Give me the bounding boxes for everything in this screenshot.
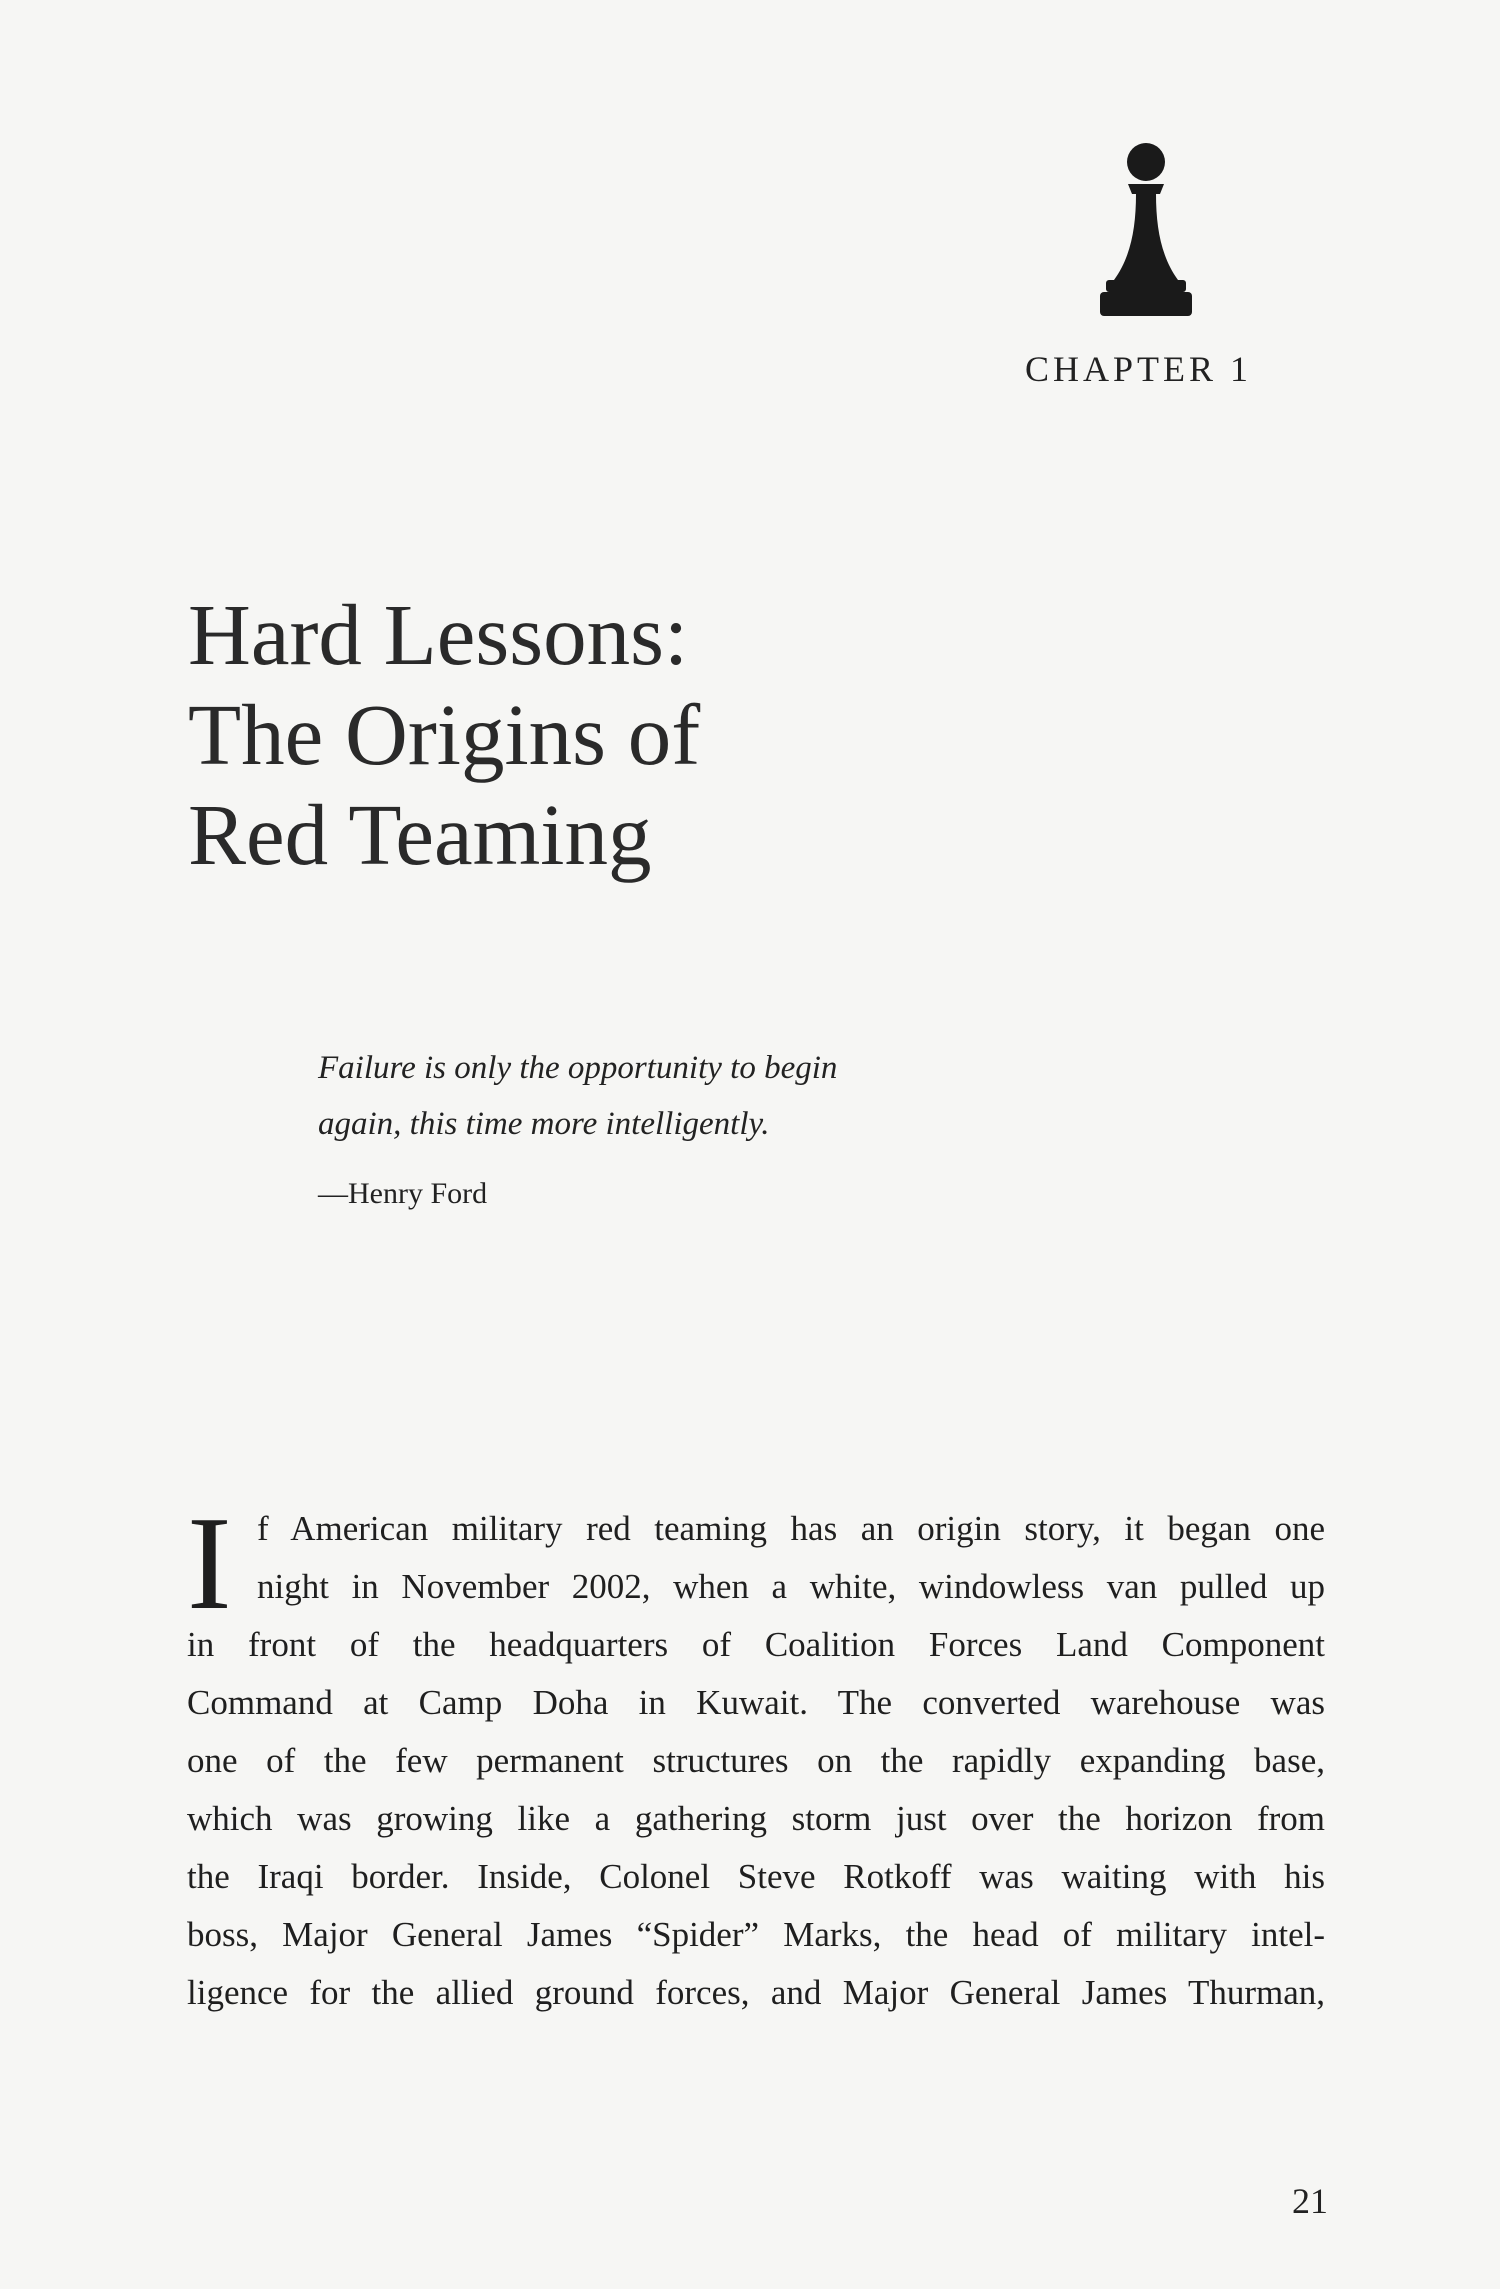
- body-line: f American military red teaming has an origin story, it began one: [257, 1509, 1325, 1548]
- body-paragraph: [187, 1489, 1325, 2022]
- body-line: Command at Camp Doha in Kuwait. The converted warehouse was: [187, 1683, 1325, 1722]
- chapter-title: [188, 585, 1088, 885]
- body-line: night in November 2002, when a white, windowless van pulled up: [257, 1567, 1325, 1606]
- drop-cap: I: [187, 1489, 232, 1637]
- epigraph-line: Failure is only the opportunity to begin: [318, 1050, 838, 1086]
- body-line: boss, Major General James “Spider” Marks, the head of military intel-: [187, 1915, 1325, 1954]
- chess-pawn-icon: [1098, 140, 1194, 320]
- chapter-title-line: The Origins of: [188, 686, 701, 783]
- body-line: one of the few permanent structures on the rapidly expanding base,: [187, 1741, 1325, 1780]
- epigraph: [318, 1040, 958, 1211]
- page-number: 21: [1292, 2181, 1328, 2221]
- body-line: in front of the headquarters of Coalition Forces Land Component: [187, 1625, 1325, 1664]
- epigraph-attribution: —Henry Ford: [318, 1177, 488, 1210]
- chapter-title-line: Hard Lessons:: [188, 586, 689, 683]
- body-line: ligence for the allied ground forces, and Major General James Thurman,: [187, 1973, 1325, 2012]
- chapter-title-line: Red Teaming: [188, 786, 652, 883]
- chapter-label: CHAPTER 1: [1025, 349, 1253, 389]
- epigraph-line: again, this time more intelligently.: [318, 1106, 770, 1142]
- body-line: which was growing like a gathering storm just over the horizon from: [187, 1799, 1325, 1838]
- body-line: the Iraqi border. Inside, Colonel Steve Rotkoff was waiting with his: [187, 1857, 1325, 1896]
